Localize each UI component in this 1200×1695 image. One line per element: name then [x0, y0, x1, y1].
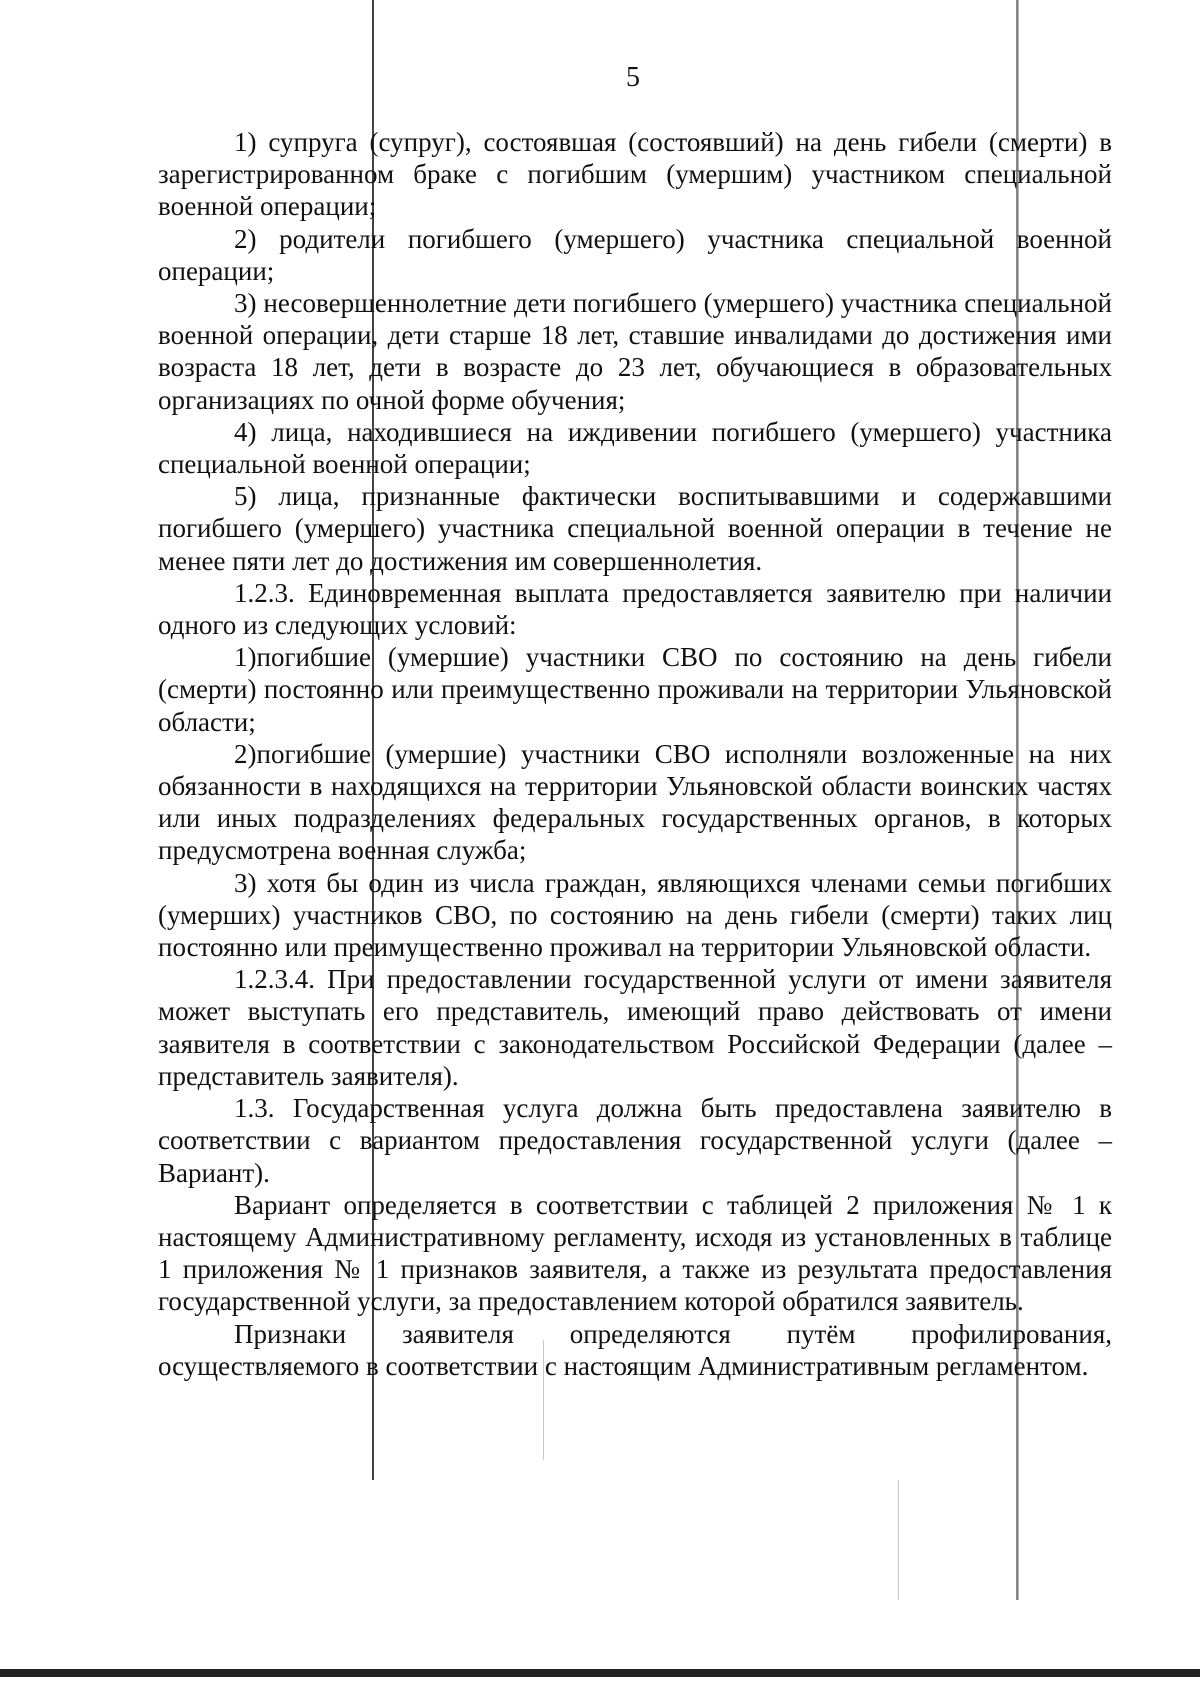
- section-1-2-3-4: 1.2.3.4. При предоставлении государственной услуги от имени заявителя может выступать его представитель, имеющий право действовать от имени заявителя в соответствии с законодательством Российской Федерации (далее – представитель заявителя).: [158, 964, 1112, 1091]
- scan-bottom-edge: [0, 1669, 1200, 1677]
- condition-item-3: 3) хотя бы один из числа граждан, являющихся членами семьи погибших (умерших) участников СВО, по состоянию на день гибели (смерти) таких лиц постоянно или преимущественно проживал на территории Ульяновской области.: [158, 867, 1112, 963]
- list-item-guardians: 5) лица, признанные фактически воспитывавшими и содержавшими погибшего (умершего) участника специальной военной операции в течение не менее пяти лет до достижения им совершеннолетия.: [158, 481, 1112, 576]
- variant-paragraph: Вариант определяется в соответствии с таблицей 2 приложения № 1 к настоящему Административному регламенту, исходя из установленных в таблице 1 приложения № 1 признаков заявителя, а также из результата предоставления государственной услуги, за предоставлением которой обратился заявитель.: [158, 1189, 1112, 1317]
- section-1-2-3: 1.2.3. Единовременная выплата предоставляется заявителю при наличии одного из следующих условий:: [158, 577, 1112, 641]
- section-1-3: 1.3. Государственная услуга должна быть предоставлена заявителю в соответствии с вариантом предоставления государственной услуги (далее – Вариант).: [158, 1093, 1112, 1188]
- document-body: [158, 126, 1112, 1382]
- list-item-children: 3) несовершеннолетние дети погибшего (умершего) участника специальной военной операции, дети старше 18 лет, ставшие инвалидами до достижения ими возраста 18 лет, дети в возрасте до 23 лет, обучающиеся в образовательных организациях по очной форме обучения;: [158, 288, 1112, 415]
- profiling-paragraph: Признаки заявителя определяются путём профилирования, осуществляемого в соответствии с настоящим Административным регламентом.: [158, 1318, 1112, 1381]
- condition-item-1: 1)погибшие (умершие) участники СВО по состоянию на день гибели (смерти) постоянно или преимущественно проживали на территории Ульяновской области;: [158, 642, 1112, 737]
- list-item-parents: 2) родители погибшего (умершего) участника специальной военной операции;: [158, 223, 1112, 286]
- list-item-dependents: 4) лица, находившиеся на иждивении погибшего (умершего) участника специальной военной операции;: [158, 416, 1112, 480]
- page-number: 5: [626, 62, 640, 93]
- list-item-spouse: 1) супруга (супруг), состоявшая (состоявший) на день гибели (смерти) в зарегистрированном браке с погибшим (умершим) участником специальной военной операции;: [158, 127, 1112, 222]
- condition-item-2: 2)погибшие (умершие) участники СВО исполняли возложенные на них обязанности в находящихся на территории Ульяновской области воинских частях или иных подразделениях федеральных государственных органов, в которых предусмотрена военная служба;: [158, 738, 1112, 866]
- scan-artifact-line: [898, 1480, 899, 1600]
